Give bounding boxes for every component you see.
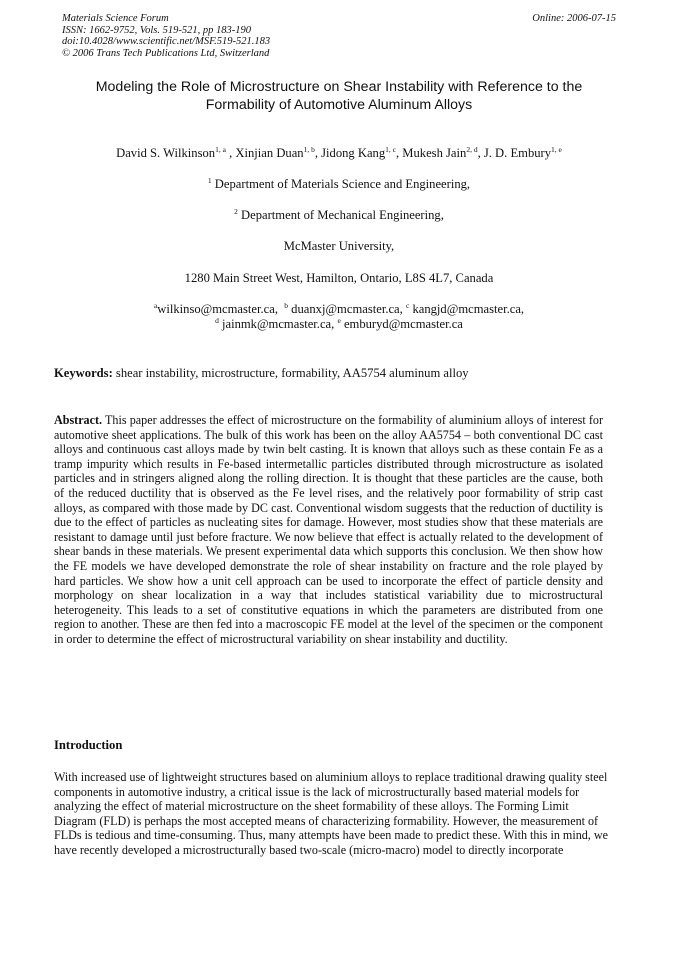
email-sup: a — [153, 301, 158, 310]
author-sep: , — [477, 146, 484, 160]
email-sup: e — [337, 316, 341, 325]
title-line-2: Formability of Automotive Aluminum Alloys — [205, 97, 473, 113]
author-sup: 1, e — [551, 145, 562, 154]
email-sup: b — [284, 301, 289, 310]
affiliation-text: Department of Mechanical Engineering, — [237, 208, 444, 222]
author-sep: , — [396, 146, 403, 160]
abstract — [54, 413, 603, 647]
paper-title — [40, 78, 638, 114]
section-heading-introduction: Introduction — [54, 738, 123, 752]
author-sep: , — [225, 146, 236, 160]
email-b: duanxj@mcmaster.ca, — [288, 302, 403, 316]
address: 1280 Main Street West, Hamilton, Ontario, L8S 4L7, Canada — [184, 271, 494, 285]
author-sup: 1, c — [385, 145, 396, 154]
journal-header — [62, 13, 270, 59]
author-sup: 1, b — [303, 145, 315, 154]
affiliation-sup: 2 — [234, 207, 238, 216]
email-sup: c — [405, 301, 410, 310]
issn-line: ISSN: 1662-9752, Vols. 519-521, pp 183-190 — [62, 24, 251, 36]
email-sup: d — [215, 316, 219, 325]
author-name: J. D. Embury — [483, 146, 552, 160]
email-e: emburyd@mcmaster.ca — [340, 317, 463, 331]
doi-line: doi:10.4028/www.scientific.net/MSF.519-521.183 — [62, 36, 271, 48]
keywords-label: Keywords: — [54, 366, 113, 380]
email-d: jainmk@mcmaster.ca, — [218, 317, 335, 331]
keywords — [54, 366, 624, 381]
author-name: Xinjian Duan — [235, 146, 304, 160]
keywords-text: shear instability, microstructure, formability, AA5754 aluminum alloy — [112, 366, 469, 380]
author-list — [40, 146, 638, 161]
email-line-2 — [40, 317, 638, 332]
affiliation-sup: 1 — [207, 176, 212, 185]
author-name: Jidong Kang — [321, 146, 386, 160]
online-date: Online: 2006-07-15 — [532, 13, 616, 24]
email-block — [40, 302, 638, 332]
email-line-1 — [40, 302, 638, 317]
journal-name: Materials Science Forum — [62, 13, 169, 24]
title-line-1: Modeling the Role of Microstructure on Shear Instability with Reference to the — [95, 79, 583, 95]
abstract-text: This paper addresses the effect of microstructure on the formability of aluminium alloys of interest for automotive sheet applications. The bulk of this work has been on the alloy AA5754 – both conventional DC cast alloys and continuous cast alloys made by twin belt casting. It is known that alloys such as these contain Fe as a tramp impurity which results in Fe-based intermetallic particles distributed through microstructure as isolated particles and in stringers aligned along the rolling direction. It is thought that these particles are the cause, both of the reduced ductility that is observed as the Fe level rises, and the relatively poor formability of strip cast alloys, as compared with those made by DC cast. Conventional wisdom suggests that the reduction of ductility is due to the effect of particles as nucleating sites for damage. However, most studies show that these materials are resistant to damage until just before fracture. We now believe that effect is actually related to the development of shear bands in these materials. We present experimental data which supports this conclusion. We then show how the FE models we have developed demonstrate the role of shear instability on fracture and the role played by hard particles. We show how a unit cell approach can be used to incorporate the effect of particle density and morphology on shear localization in a way that includes statistical variability due to microstructural heterogeneity. This leads to a set of constitutive equations in which the parameters are distributed from one region to another. These are then fed into a macroscopic FE model at the level of the specimen or the component in order to determine the effect of microstructural variability on shear instability and ductility. — [54, 413, 603, 646]
author-name: David S. Wilkinson — [116, 146, 216, 160]
abstract-label: Abstract. — [54, 413, 103, 427]
email-c: kangjd@mcmaster.ca, — [409, 302, 525, 316]
affiliation-1 — [40, 177, 638, 192]
copyright-line: © 2006 Trans Tech Publications Ltd, Switzerland — [62, 47, 270, 59]
email-a: wilkinso@mcmaster.ca, — [157, 302, 278, 316]
author-name: Mukesh Jain — [402, 146, 467, 160]
author-sup: 1, a — [215, 145, 226, 154]
university: McMaster University, — [283, 239, 395, 253]
affiliation-2 — [40, 208, 638, 223]
author-sep: , — [314, 146, 322, 160]
introduction-text: With increased use of lightweight structures based on aluminium alloys to replace traditional drawing quality steel components in automotive industry, a critical issue is the lack of microstructurally based material models for analyzing the effect of material microstructure on the sheet formability of these alloys. The Forming Limit Diagram (FLD) is perhaps the most accepted means of characterizing formability. However, the measurement of FLDs is tedious and time-consuming. Thus, many attempts have been made to predict these. With this in mind, we have recently developed a microstructurally based two-scale (micro-macro) model to directly incorporate — [54, 770, 608, 857]
affiliation-text: Department of Materials Science and Engineering, — [211, 177, 471, 191]
author-sup: 2, d — [466, 145, 478, 154]
